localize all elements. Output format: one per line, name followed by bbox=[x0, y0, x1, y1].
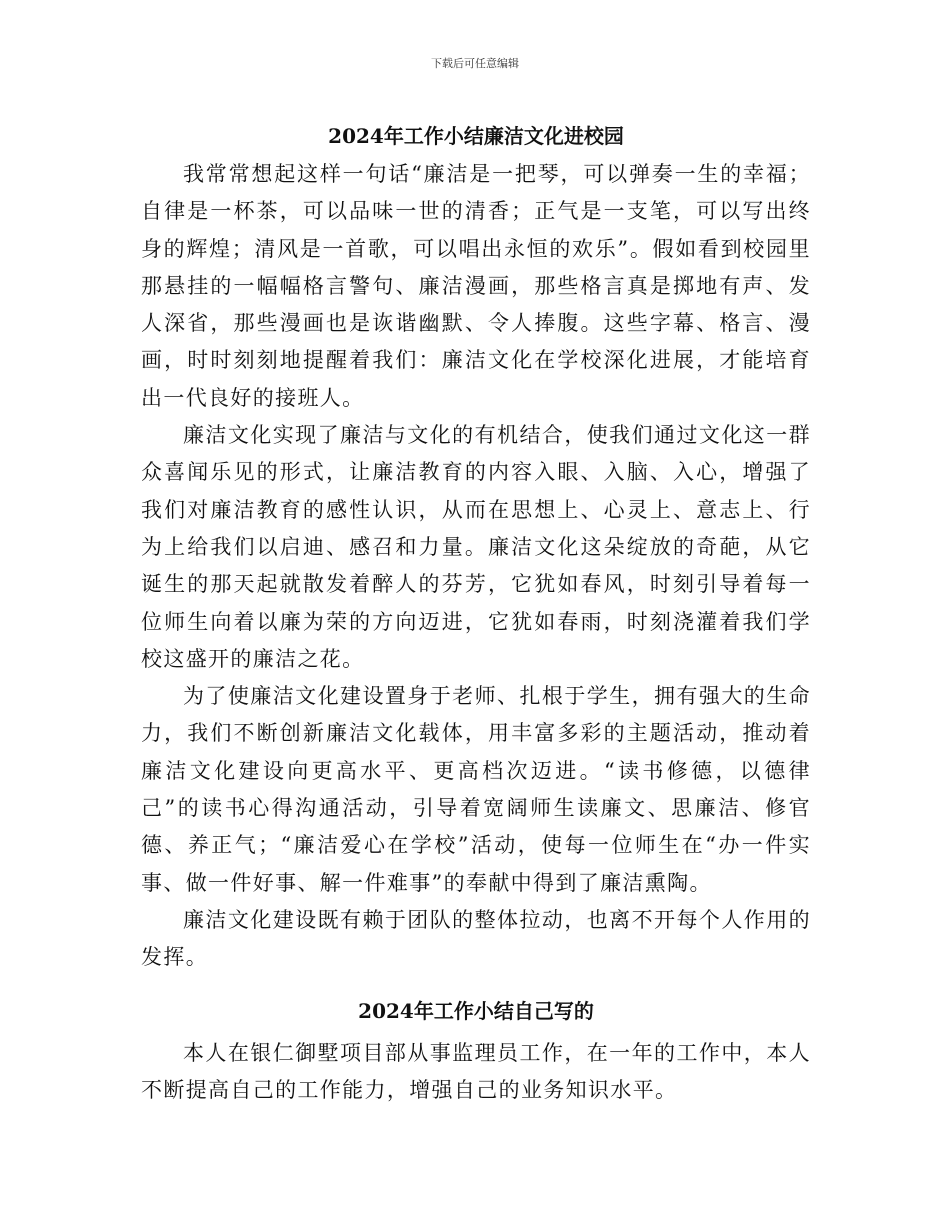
section-title-1: 2024年工作小结廉洁文化进校园 bbox=[328, 124, 624, 148]
section-title-2: 2024年工作小结自己写的 bbox=[358, 998, 594, 1023]
paragraph: 为了使廉洁文化建设置身于老师、扎根于学生，拥有强大的生命力，我们不断创新廉洁文化载体，用丰富多彩的主题活动，推动着廉洁文化建设向更高水平、更高档次迈进。“读书修德，以德律己”的读书心得沟通活动，引导着宽阔师生读廉文、思廉洁、修官德、养正气；“廉洁爱心在学校”活动，使每一位师生在“办一件实事、做一件好事、解一件难事”的奉献中得到了廉洁熏陶。 bbox=[141, 684, 811, 895]
document-body bbox=[141, 118, 811, 1109]
paragraph: 我常常想起这样一句话“廉洁是一把琴，可以弹奏一生的幸福；自律是一杯茶，可以品味一世的清香；正气是一支笔，可以写出终身的辉煌；清风是一首歌，可以唱出永恒的欢乐”。假如看到校园里那悬挂的一幅幅格言警句、廉洁漫画，那些格言真是掷地有声、发人深省，那些漫画也是诙谐幽默、令人捧腹。这些字幕、格言、漫画，时时刻刻地提醒着我们：廉洁文化在学校深化进展，才能培育出一代良好的接班人。 bbox=[141, 162, 811, 410]
page-header: 下载后可任意编辑 bbox=[431, 57, 519, 70]
paragraph: 廉洁文化实现了廉洁与文化的有机结合，使我们通过文化这一群众喜闻乐见的形式，让廉洁教育的内容入眼、入脑、入心，增强了我们对廉洁教育的感性认识，从而在思想上、心灵上、意志上、行为上给我们以启迪、感召和力量。廉洁文化这朵绽放的奇葩，从它诞生的那天起就散发着醉人的芬芳，它犹如春风，时刻引导着每一位师生向着以廉为荣的方向迈进，它犹如春雨，时刻浇灌着我们学校这盛开的廉洁之花。 bbox=[141, 423, 811, 671]
paragraph: 本人在银仁御墅项目部从事监理员工作，在一年的工作中，本人不断提高自己的工作能力，增强自己的业务知识水平。 bbox=[141, 1040, 811, 1102]
paragraph: 廉洁文化建设既有赖于团队的整体拉动，也离不开每个人作用的发挥。 bbox=[141, 907, 811, 970]
